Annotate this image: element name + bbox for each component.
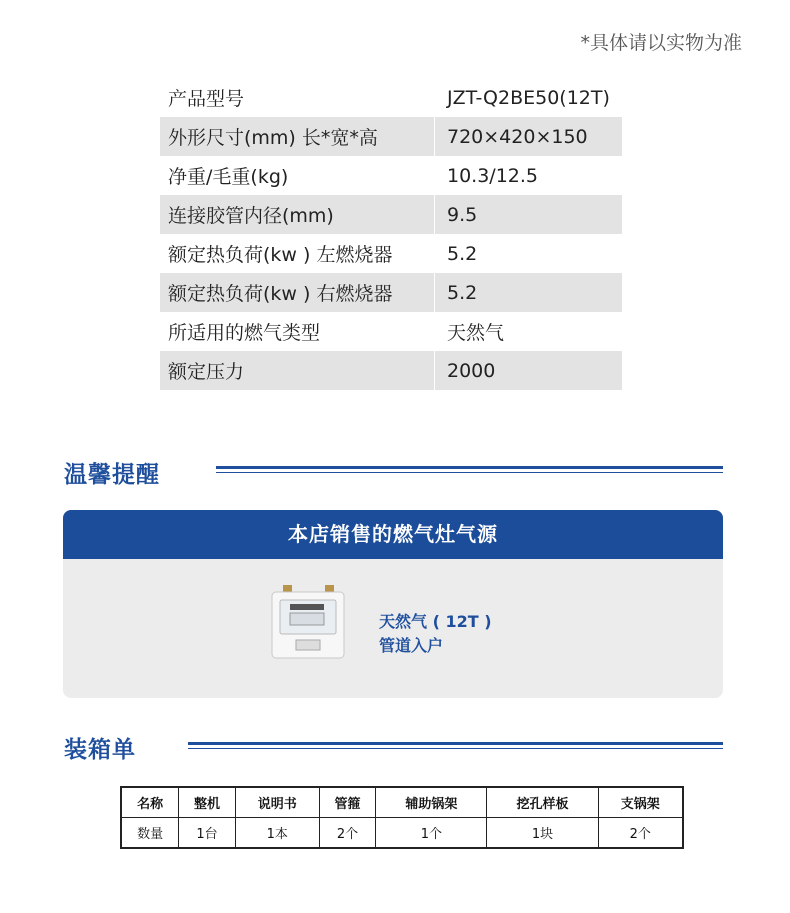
spec-value: 5.2 (447, 242, 478, 265)
spec-label: 额定压力 (160, 351, 435, 390)
spec-row (160, 195, 622, 234)
packing-quantity-cell: 1本 (235, 818, 319, 849)
packing-header-cell: 整机 (179, 787, 236, 818)
spec-label: 额定热负荷(kw ) 左燃烧器 (160, 234, 435, 273)
packing-header-row (121, 787, 683, 818)
spec-label: 连接胶管内径(mm) (160, 195, 435, 234)
spec-label: 额定热负荷(kw ) 右燃烧器 (160, 273, 435, 312)
spec-row (160, 312, 622, 351)
reminder-title: 温馨提醒 (64, 462, 160, 488)
gas-supply-label: 管道入户 (379, 636, 444, 655)
spec-value: 5.2 (435, 273, 623, 312)
gas-meter-icon (268, 582, 348, 662)
packing-header-cell: 辅助锅架 (376, 787, 487, 818)
spec-value: 720×420×150 (435, 117, 623, 156)
spec-row (160, 351, 622, 390)
spec-row (160, 117, 622, 156)
gas-type-info (379, 610, 492, 658)
packing-header-cell: 名称 (121, 787, 179, 818)
packing-header-cell: 说明书 (235, 787, 319, 818)
packing-divider (188, 742, 723, 745)
packing-quantity-cell: 1台 (179, 818, 236, 849)
packing-quantity-cell: 数量 (121, 818, 179, 849)
spec-row (160, 234, 622, 273)
spec-label: 净重/毛重(kg) (160, 156, 435, 195)
spec-row (160, 78, 622, 117)
spec-value: JZT-Q2BE50(12T) (447, 86, 610, 109)
gas-source-card (63, 510, 723, 698)
spec-row (160, 156, 622, 195)
reminder-divider (216, 466, 723, 469)
gas-type-label: 天然气 ( 12T ) (379, 612, 492, 631)
gas-card-title: 本店销售的燃气灶气源 (63, 510, 723, 559)
packing-table (120, 786, 684, 849)
packing-header-cell: 支锅架 (598, 787, 683, 818)
spec-value: 9.5 (435, 195, 623, 234)
spec-table (160, 78, 622, 390)
packing-quantity-cell: 1个 (376, 818, 487, 849)
spec-value: 天然气 (447, 322, 505, 344)
spec-value: 10.3/12.5 (447, 164, 539, 187)
packing-quantity-cell: 2个 (319, 818, 376, 849)
packing-quantity-cell: 1块 (487, 818, 598, 849)
spec-label: 产品型号 (160, 78, 435, 117)
packing-quantity-row (121, 818, 683, 849)
spec-label: 外形尺寸(mm) 长*宽*高 (160, 117, 435, 156)
packing-header-cell: 挖孔样板 (487, 787, 598, 818)
packing-header-cell: 管箍 (319, 787, 376, 818)
spec-row (160, 273, 622, 312)
spec-value: 2000 (435, 351, 623, 390)
disclaimer-note: *具体请以实物为准 (580, 32, 742, 54)
packing-quantity-cell: 2个 (598, 818, 683, 849)
spec-label: 所适用的燃气类型 (160, 312, 435, 351)
packing-title: 装箱单 (64, 737, 136, 763)
